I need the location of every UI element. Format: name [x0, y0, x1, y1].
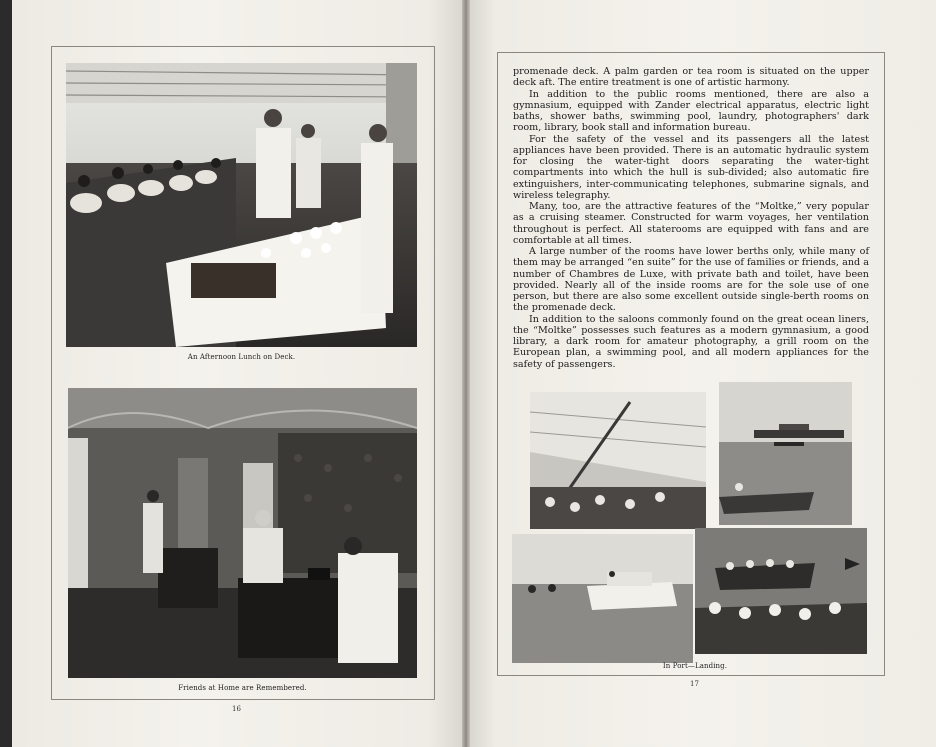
steamer-at-anchor-photo — [719, 382, 852, 525]
body-text — [513, 66, 869, 370]
lunch-photo-caption: An Afternoon Lunch on Deck. — [187, 353, 296, 361]
writing-room-photo — [68, 388, 417, 678]
book-gutter — [462, 0, 470, 747]
left-page-number: 16 — [232, 705, 241, 713]
ship-gangway-photo — [530, 392, 706, 529]
paragraph: In addition to the saloons commonly found on the great ocean liners, the “Moltke” possesses such features as a modern gymnasium, a good library, a dark room for amateur photography, a grill room on the European plan, a swimming pool, and all modern appliances for the safety of passengers. — [513, 313, 869, 370]
lunch-on-deck-photo — [66, 63, 417, 347]
right-page-number: 17 — [690, 680, 699, 688]
paragraph: A large number of the rooms have lower berths only, while many of them may be arranged “en suite” for the use of families or friends, and a number of Chambres de Luxe, with private bath and toilet, have been provided. Nearly all of the inside rooms are for the sole use of one person, but there are also some excellent outside single-berth rooms on the promenade deck. — [513, 246, 869, 314]
paragraph: In addition to the public rooms mentioned, there are also a gymnasium, equipped with Zander electrical apparatus, electric light baths, shower baths, swimming pool, laundry, photographers' dark room, library, book stall and information bureau. — [513, 88, 869, 134]
paragraph: promenade deck. A palm garden or tea room is situated on the upper deck aft. The entire treatment is one of artistic harmony. — [513, 66, 869, 89]
launch-boat-photo — [512, 534, 693, 663]
paragraph: For the safety of the vessel and its passengers all the latest appliances have been provided. There is an automatic hydraulic system for closing the water-tight doors separating the water-tight compartments into which the hull is sub-divided; also automatic fire extinguishers, inter-communicating telephones, submarine signals, and wireless telegraphy. — [513, 133, 869, 201]
writing-room-caption: Friends at Home are Remembered. — [178, 684, 307, 692]
crowded-boats-photo — [695, 528, 867, 654]
paragraph: Many, too, are the attractive features of the “Moltke,” very popular as a cruising steamer. Constructed for warm voyages, her ventilation throughout is perfect. All staterooms are equipped with fans and are comfortable at all times. — [513, 201, 869, 246]
in-port-caption: In Port—Landing. — [662, 662, 728, 670]
